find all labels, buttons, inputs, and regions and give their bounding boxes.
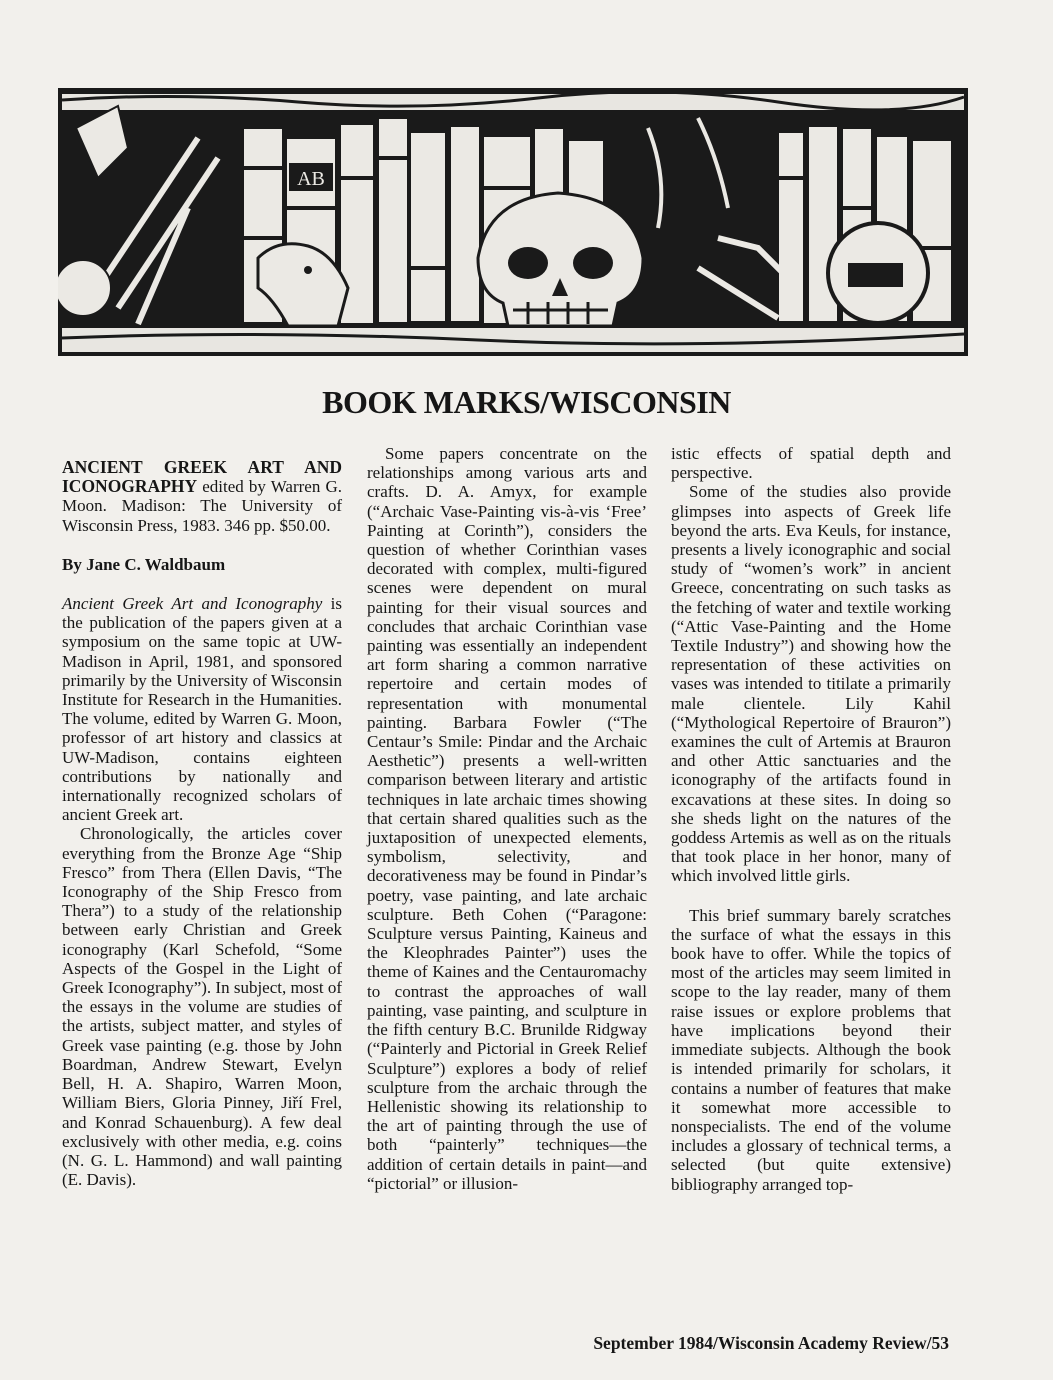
paragraph-papers: Some papers concentrate on the relationships among various arts and crafts. D. A. Amyx, for example (“Archaic Vase-Painting vis-à-vis ‘Free’ Painting at Corinth”), considers the question of whether Corinthian vases decorated with complex, multi-figured scenes were dependent on mural painting for their visual sources and concludes that archaic Corinthian vase painting was essentially an independent art form sharing a common narrative repertoire and certain modes of representation with monumental painting. Barbara Fowler (“The Centaur’s Smile: Pindar and the Archaic Aesthetic”) presents a well-written comparison between literary and artistic techniques in late archaic times showing that certain shared qualities such as the juxtaposition of unexpected elements, symbolism, selectivity, and decorativeness may be found in Pindar’s poetry, vase painting, and late archaic sculpture. Beth Cohen (“Paragone: Sculpture versus Painting, Kaineus and the Kleophrades Painter”) uses the theme of Kaines and the Centauromachy to contrast the approaches of wall painting, vase painting, and sculpture in the fifth century B.C. Brunilde Ridgway (“Painterly and Pictorial in Greek Relief Sculpture”) explores a body of relief sculpture from the archaic through the Hellenistic showing its relationship to the art of painting through the use of both “painterly” techniques—the addition of certain details in paint—and “pictorial” or illusion- [367,444,647,1193]
woodcut-book-label: AB [297,168,325,190]
byline: By Jane C. Waldbaum [62,554,226,574]
intro-italic-title: Ancient Greek Art and Iconography [62,594,323,614]
book-title: ANCIENT GREEK ART AND ICONOGRAPHY [62,457,342,497]
skull-icon [478,193,643,326]
paragraph-continued: istic effects of spatial depth and perspective. [671,444,951,483]
woodcut-illustration [58,88,968,356]
column-1 [62,458,342,1189]
paragraph-greek-life: Some of the studies also provide glimpses into aspects of Greek life beyond the arts. Eva Keuls, for instance, presents a lively iconographic and social study of “women’s work” in ancient Greece, concentrating on such tasks as the fetching of water and textile working (“Attic Vase-Painting and the Home Textile Industry”) and showing how the representation of these activities on vases was intended to titilate a primarily male clientele. Lily Kahil (“Mythological Repertoire of Brauron”) examines the cult of Artemis at Brauron and other Attic sanctuaries and the iconography of the artifacts found in excavations at these sites. In doing so she sheds light on the natures of the goddess Artemis as well as on the rituals that took place in her honor, many of which involved little girls. [671,482,951,886]
page-headline: BOOK MARKS/WISCONSIN [322,384,731,420]
book-citation [62,458,342,535]
column-3 [671,444,951,1194]
citation-details: edited by Warren G. Moon. Madison: The University of Wisconsin Press, 1983. 346 pp. $50.00. [62,477,342,535]
paragraph-summary: This brief summary barely scratches the surface of what the essays in this book have to offer. While the topics of most of the articles may seem limited in scope to the lay reader, many of them raise issues or explore problems that have implications beyond their immediate subjects. Although the book is intended primarily for scholars, it contains a number of features that make it somewhat more accessible to nonspecialists. The end of the volume includes a glossary of technical terms, a selected (but quite extensive) bibliography arranged top- [671,905,951,1194]
paragraph-intro [62,594,342,824]
column-2 [367,444,647,1193]
intro-text: is the publication of the papers given at a symposium on the same topic at UW-Madison in April, 1981, and sponsored primarily by the University of Wisconsin Institute for Research in the Humanities. The volume, edited by Warren G. Moon, professor of art history and classics at UW-Madison, contains eighteen contributions by nationally and internationally recognized scholars of ancient Greek art. [62,594,342,825]
paragraph-chronology: Chronologically, the articles cover everything from the Bronze Age “Ship Fresco” from Thera (Ellen Davis, “The Iconography of the Ship Fresco from Thera”) to a study of the relationship between early Christian and Greek iconography (Karl Schefold, “Some Aspects of the Gospel in the Light of Greek Iconography”). In subject, most of the essays in the volume are studies of the artists, subject matter, and styles of Greek vase painting (e.g. those by John Boardman, Andrew Stewart, Evelyn Bell, H. A. Shapiro, Warren Moon, William Biers, Gloria Pinney, Jiří Frel, and Konrad Schauenburg). A few deal exclusively with other media, e.g. coins (N. G. L. Hammond) and wall painting (E. Davis). [62,824,342,1190]
page-footer: September 1984/Wisconsin Academy Review/53 [593,1333,949,1353]
